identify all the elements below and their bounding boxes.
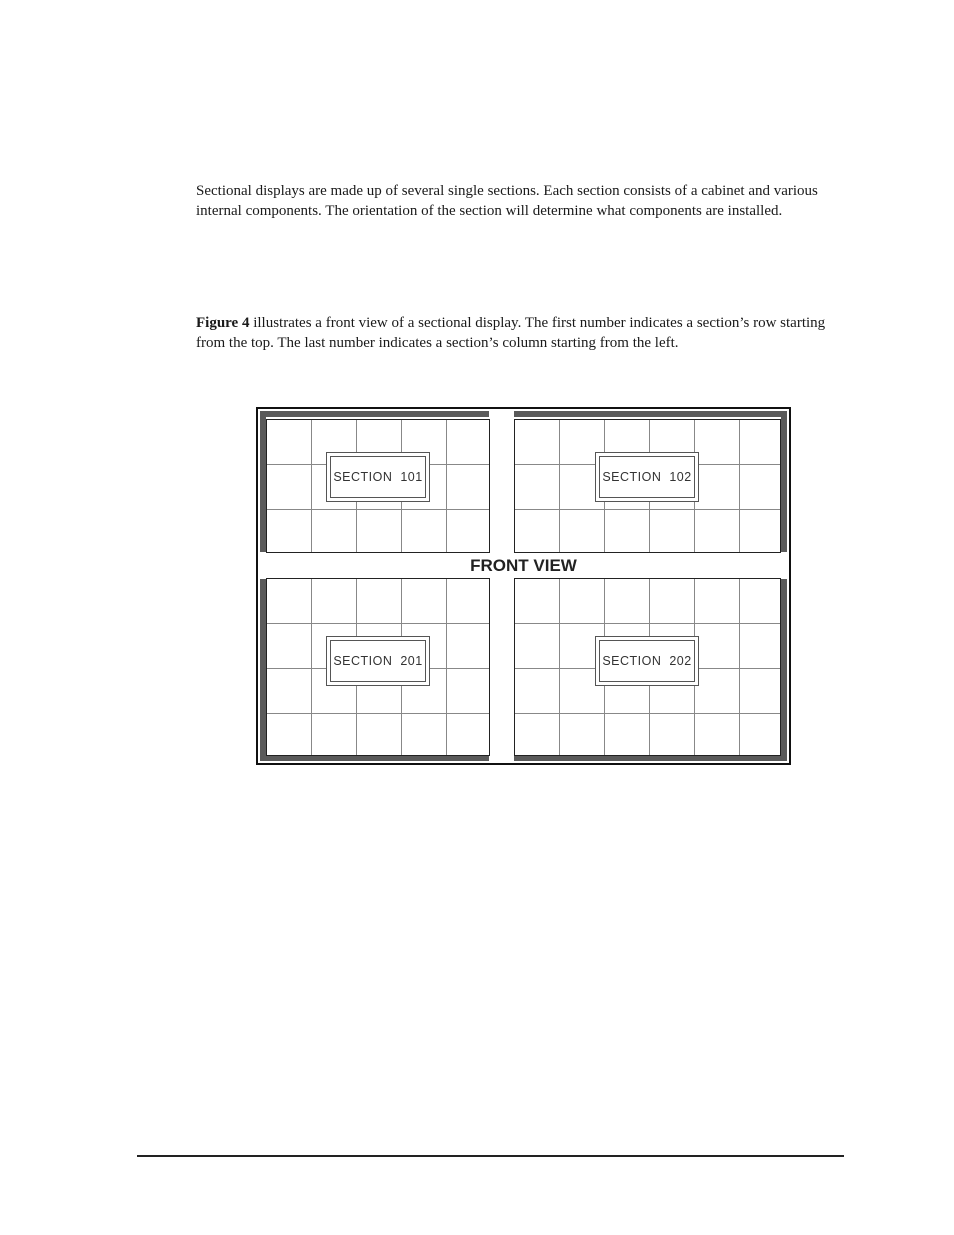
frame-top-left — [260, 411, 489, 417]
frame-right-top — [781, 411, 787, 552]
figure-reference: Figure 4 — [196, 315, 250, 331]
section-label-101 — [326, 452, 430, 502]
footer-rule — [137, 1155, 844, 1157]
front-view-label: FRONT VIEW — [470, 556, 577, 575]
paragraph-intro: Sectional displays are made up of several single sections. Each section consists of a cabinet and various internal components. The orientation of the section will determine what components are installed. — [196, 183, 818, 219]
section-label-202-text: SECTION 202 — [599, 640, 695, 682]
section-label-102 — [595, 452, 699, 502]
section-label-101-text: SECTION 101 — [330, 456, 426, 498]
paragraph-figure-description — [196, 313, 846, 353]
sectional-display-figure — [256, 407, 791, 765]
section-label-102-text: SECTION 102 — [599, 456, 695, 498]
paragraph-figure-text: illustrates a front view of a sectional display. The first number indicates a section’s row starting from the top. The last number indicates a section’s column starting from the left. — [196, 315, 826, 351]
section-label-202 — [595, 636, 699, 686]
frame-top-right — [514, 411, 787, 417]
section-label-201-text: SECTION 201 — [330, 640, 426, 682]
frame-right-bottom — [781, 579, 787, 761]
section-label-201 — [326, 636, 430, 686]
